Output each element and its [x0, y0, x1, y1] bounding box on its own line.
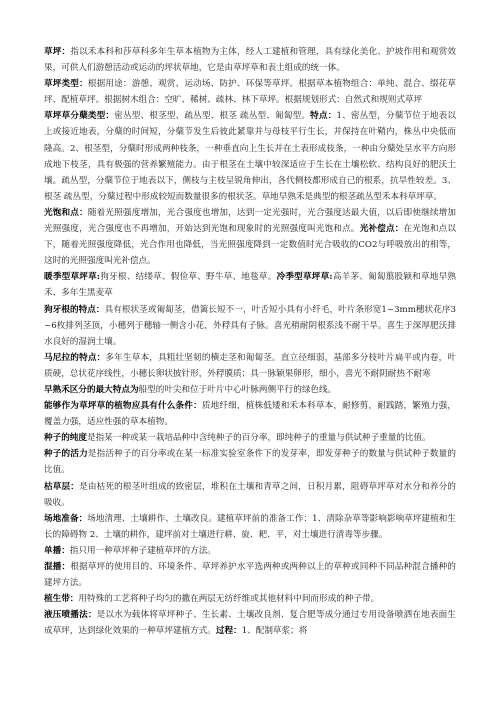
term-label-secondary: 特点： [310, 111, 337, 122]
term-label-secondary: 冷季型草坪草: [276, 272, 333, 283]
term-text: 是指活种子的百分率或在某一标准实验室条件下的发芽率，即发芽种子的数量与供试种子数量的比值。 [44, 449, 456, 476]
term-text: 船型的叶尖和位于叶片中心叶脉两侧平行的绿色线。 [138, 384, 337, 395]
term-text: 指以禾本科和莎草科多年生草本植物为主体，经人工建植和管理，具有绿化美化、护坡作用和观赏效果，可供人们游憩活动或运动的坪状草地，它是由草坪草和表土组成的统一体。 [44, 47, 456, 74]
paragraph-seed-purity [44, 430, 456, 446]
paragraph-season-grasses [44, 269, 456, 301]
paragraph-manila-grass [44, 350, 456, 382]
term-label: 草坪： [44, 47, 71, 57]
term-text: 根据草坪的使用目的、环境条件、草坪养护水平选两种或两种以上的草种或同种不同品种混合播种的建坪方法。 [44, 562, 456, 589]
term-text-secondary: 1、配制草浆；将 [241, 626, 308, 637]
paragraph-tillering-types [44, 108, 456, 205]
term-label: 草坪草分蘖类型： [44, 111, 115, 122]
term-text: 狗牙根、结缕草、假俭草、野牛草、地毯草。 [100, 272, 277, 283]
term-label: 种子的纯度 [44, 433, 87, 444]
paragraph-thatch [44, 479, 456, 511]
term-text-secondary: 1、密丛型，分蘖节位于地表以上或接近地表，分蘖的时间短，分蘖节发生后彼此紧靠并与母枝平行生长，并保持在叶鞘内，株丛中央低而隆高。2、根茎型，分蘖时形成两种枝条，一种垂直向上生长并在土表形成枝条，一种由分蘖处呈水平方向形成地下枝茎，具有极强的营养繁殖能力。由于根茎在土壤中较深适应于生长在土壤松软、结构良好的肥沃土壤。疏丛型，分蘖节位于地表以下，侧枝与主枝呈锐角伸出，各代侧枝都形成自己的根系，抗旱性较差。3、根茎 疏丛型，分蘖过程中形成较短而数量很多的根状茎。草地早熟禾是典型的根茎疏丛型禾本科草坪草。 [44, 111, 456, 202]
paragraph-bermuda-grass [44, 302, 456, 350]
term-label: 光饱和点： [44, 207, 88, 218]
paragraph-lawn-definition [44, 44, 456, 76]
term-text: 具有根状茎或匍匐茎，借篱长短不一，叶舌短小具有小纤毛，叶片条形宽1~3mm穗状花序3~6枚排列茎顶，小穗列于穗轴一侧含小花，外稃具有子脉。喜光稍耐阴根系浅不耐干旱。喜生于深厚肥沃排水良好的湿润土壤。 [44, 304, 456, 347]
term-text: 指只用一种草坪种子建植草坪的方法。 [69, 545, 216, 556]
term-text: 密丛型、根茎型、疏丛型、根茎 疏丛型、匍匐型。 [114, 111, 311, 122]
paragraph-light-saturation [44, 205, 456, 269]
term-label: 早熟禾区分的最大特点为 [44, 384, 139, 395]
term-text: 随着光照强度增加，光合强度也增加，达到一定光强时，光合强度达最大值，以后即使继续增加光照强度，光合强度也不再增加，开始达到光饱和现象时的光照强度叫光饱和点。 [44, 207, 456, 235]
term-label-secondary: 光补偿点： [359, 224, 404, 235]
term-text: 场地清理、土壤耕作、土壤改良。建植草坪前的准备工作：1、清除杂草等影响影响草坪建植和生长的障碍物 2、土壤的耕作，建坪前对土壤进行耕、旋、耙、平，对土壤进行清毒等步骤。 [44, 513, 456, 540]
term-text: 用特殊的工艺将种子均匀的撒在两层无纺纤维或其他材料中间而形成的种子带。 [78, 594, 380, 605]
paragraph-lawn-types [44, 76, 456, 108]
paragraph-seed-vigor [44, 446, 456, 478]
term-label-secondary: 过程： [215, 626, 242, 637]
term-label: 液压喷播法： [44, 610, 97, 621]
term-text: 是指某一种或某一栽培品种中含纯种子的百分率，即纯种子的重量与供试种子重量的比值。 [86, 433, 431, 444]
term-label: 草坪类型： [44, 79, 88, 90]
term-text: 质地纤细，植株低矮和禾本科草本，耐修剪，耐践踏，繁殖力强，覆盖力强，适应性强的草本植物。 [44, 401, 456, 428]
term-label: 暖季型草坪草: [44, 272, 101, 283]
term-text: 根据用途：游憩、观赏、运动场、防护、环保等草坪。根据草本植物组合：单纯、混合、缀花草坪、配植草坪。根据树木组合：空旷、稀树、疏林、林下草坪。根据规划形式：自然式和规则式草坪 [44, 79, 456, 106]
term-label: 植生带： [44, 594, 79, 605]
paragraph-mixed-sowing [44, 559, 456, 591]
paragraph-single-sowing [44, 543, 456, 559]
term-label: 枯草层： [44, 481, 80, 492]
term-label: 能够作为草坪草的植物应具有什么条件： [44, 401, 202, 412]
paragraph-bluegrass [44, 382, 456, 398]
paragraph-seed-belt [44, 591, 456, 607]
term-text-secondary: 在光饱和点以下，随着光照强度降低，光合作用也降低，当光照强度降到一定数值时光合吸收的CO2与呼吸放出的相等，这时的光照强度叫光补偿点。 [44, 224, 456, 267]
term-text: 是由枯死的根茎叶组成的致密层，堆积在土壤和青草之间，日积月累，阻碍草坪草对水分和养分的吸收。 [44, 481, 456, 508]
paragraph-hydroseeding [44, 607, 456, 639]
term-label: 场地准备： [44, 513, 88, 524]
paragraph-lawn-grass-conditions [44, 398, 456, 430]
paragraph-site-preparation [44, 511, 456, 543]
term-label: 马尼拉的特点： [44, 352, 106, 363]
term-text: 多年生草本，具粗壮坚韧的横走茎和匍匐茎。直立径细弱，基部多分枝叶片扁平或内卷，叶质硬，总状花序线性，小穗长卵状披针形，外稃膜质；具一脉颖果卵形，细小，喜光不耐阴耐热不耐寒 [44, 352, 456, 379]
term-label: 种子的活力 [44, 449, 88, 460]
term-text: 是以水为载体将草坪种子、生长素、土壤改良剂、复合肥等成分通过专用设备喷洒在地表面生成草坪，达到绿化效果的一种草坪建植方式。 [44, 610, 456, 637]
term-label: 单播： [44, 545, 70, 556]
term-label: 狗牙根的特点： [44, 304, 105, 315]
term-text-secondary: 高羊茅、匍匐翦股颖和草地早熟禾、多年生黑麦草 [44, 272, 456, 299]
term-label: 混播： [44, 562, 71, 572]
